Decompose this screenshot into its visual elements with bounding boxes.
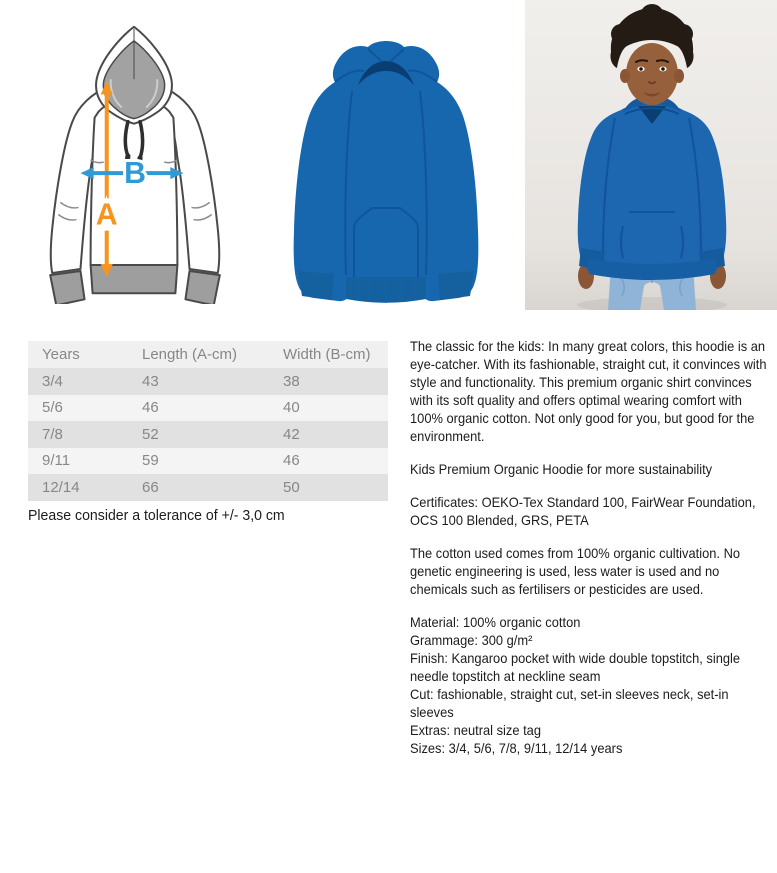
spec-line-grammage: Grammage: 300 g/m²: [410, 632, 533, 648]
product-photo-model[interactable]: [525, 0, 777, 310]
spec-line-sizes: Sizes: 3/4, 5/6, 7/8, 9/11, 12/14 years: [410, 740, 623, 756]
table-row: [28, 395, 388, 422]
table-cell-length: 59: [142, 452, 159, 470]
table-row: [28, 368, 388, 395]
column-header-length: Length (A-cm): [142, 346, 238, 363]
arrow-b-label: B: [124, 157, 146, 191]
spec-line-cut: Cut: fashionable, straight cut, set-in sleeves neck, set-in sleeves: [410, 686, 729, 720]
table-cell-length: 66: [142, 478, 159, 496]
tolerance-note: Please consider a tolerance of +/- 3,0 cm: [28, 507, 285, 524]
table-cell-width: 42: [283, 425, 300, 443]
product-photo-flat[interactable]: [258, 12, 514, 306]
table-cell-width: 38: [283, 372, 300, 390]
description-subtitle: Kids Premium Organic Hoodie for more sustainability: [410, 461, 713, 477]
table-cell-years: 5/6: [42, 399, 63, 417]
description-cotton: The cotton used comes from 100% organic cultivation. No genetic engineering is used, less water is used and no chemicals such as fertilisers or pesticides are used.: [410, 545, 741, 597]
table-cell-years: 9/11: [42, 452, 71, 470]
table-cell-width: 40: [283, 399, 300, 417]
column-header-years: Years: [42, 346, 80, 363]
product-description: [410, 337, 774, 757]
table-cell-width: 50: [283, 478, 300, 496]
table-cell-years: 7/8: [42, 425, 63, 443]
table-row: [28, 474, 388, 501]
table-cell-length: 43: [142, 372, 159, 390]
spec-line-finish: Finish: Kangaroo pocket with wide double topstitch, single needle topstitch at neckline seam: [410, 650, 741, 684]
table-cell-width: 46: [283, 452, 300, 470]
description-intro: The classic for the kids: In many great colors, this hoodie is an eye-catcher. With its fashionable, straight cut, it convinces with style and functionality. This premium organic shirt convinces with its soft quality and offers optimal wearing comfort with 100% organic cotton. Not only good for you, but good for the environment.: [410, 338, 767, 444]
table-cell-years: 3/4: [42, 372, 63, 390]
table-cell-length: 52: [142, 425, 159, 443]
model-illustration: [525, 0, 777, 310]
measurement-diagram-svg: [28, 16, 242, 304]
flat-hoodie-illustration: [258, 12, 514, 306]
description-certificates: Certificates: OEKO-Tex Standard 100, FairWear Foundation, OCS 100 Blended, GRS, PETA: [410, 494, 756, 528]
hoodie-measurement-diagram[interactable]: [28, 16, 242, 304]
table-row: [28, 421, 388, 448]
table-row: [28, 448, 388, 475]
table-cell-length: 46: [142, 399, 159, 417]
spec-line-extras: Extras: neutral size tag: [410, 722, 542, 738]
description-specs: [410, 613, 774, 757]
size-table: [28, 341, 388, 501]
table-cell-years: 12/14: [42, 478, 80, 496]
size-table-header: [28, 341, 388, 368]
arrow-a-label: A: [95, 198, 118, 232]
column-header-width: Width (B-cm): [283, 346, 371, 363]
spec-line-material: Material: 100% organic cotton: [410, 614, 581, 630]
